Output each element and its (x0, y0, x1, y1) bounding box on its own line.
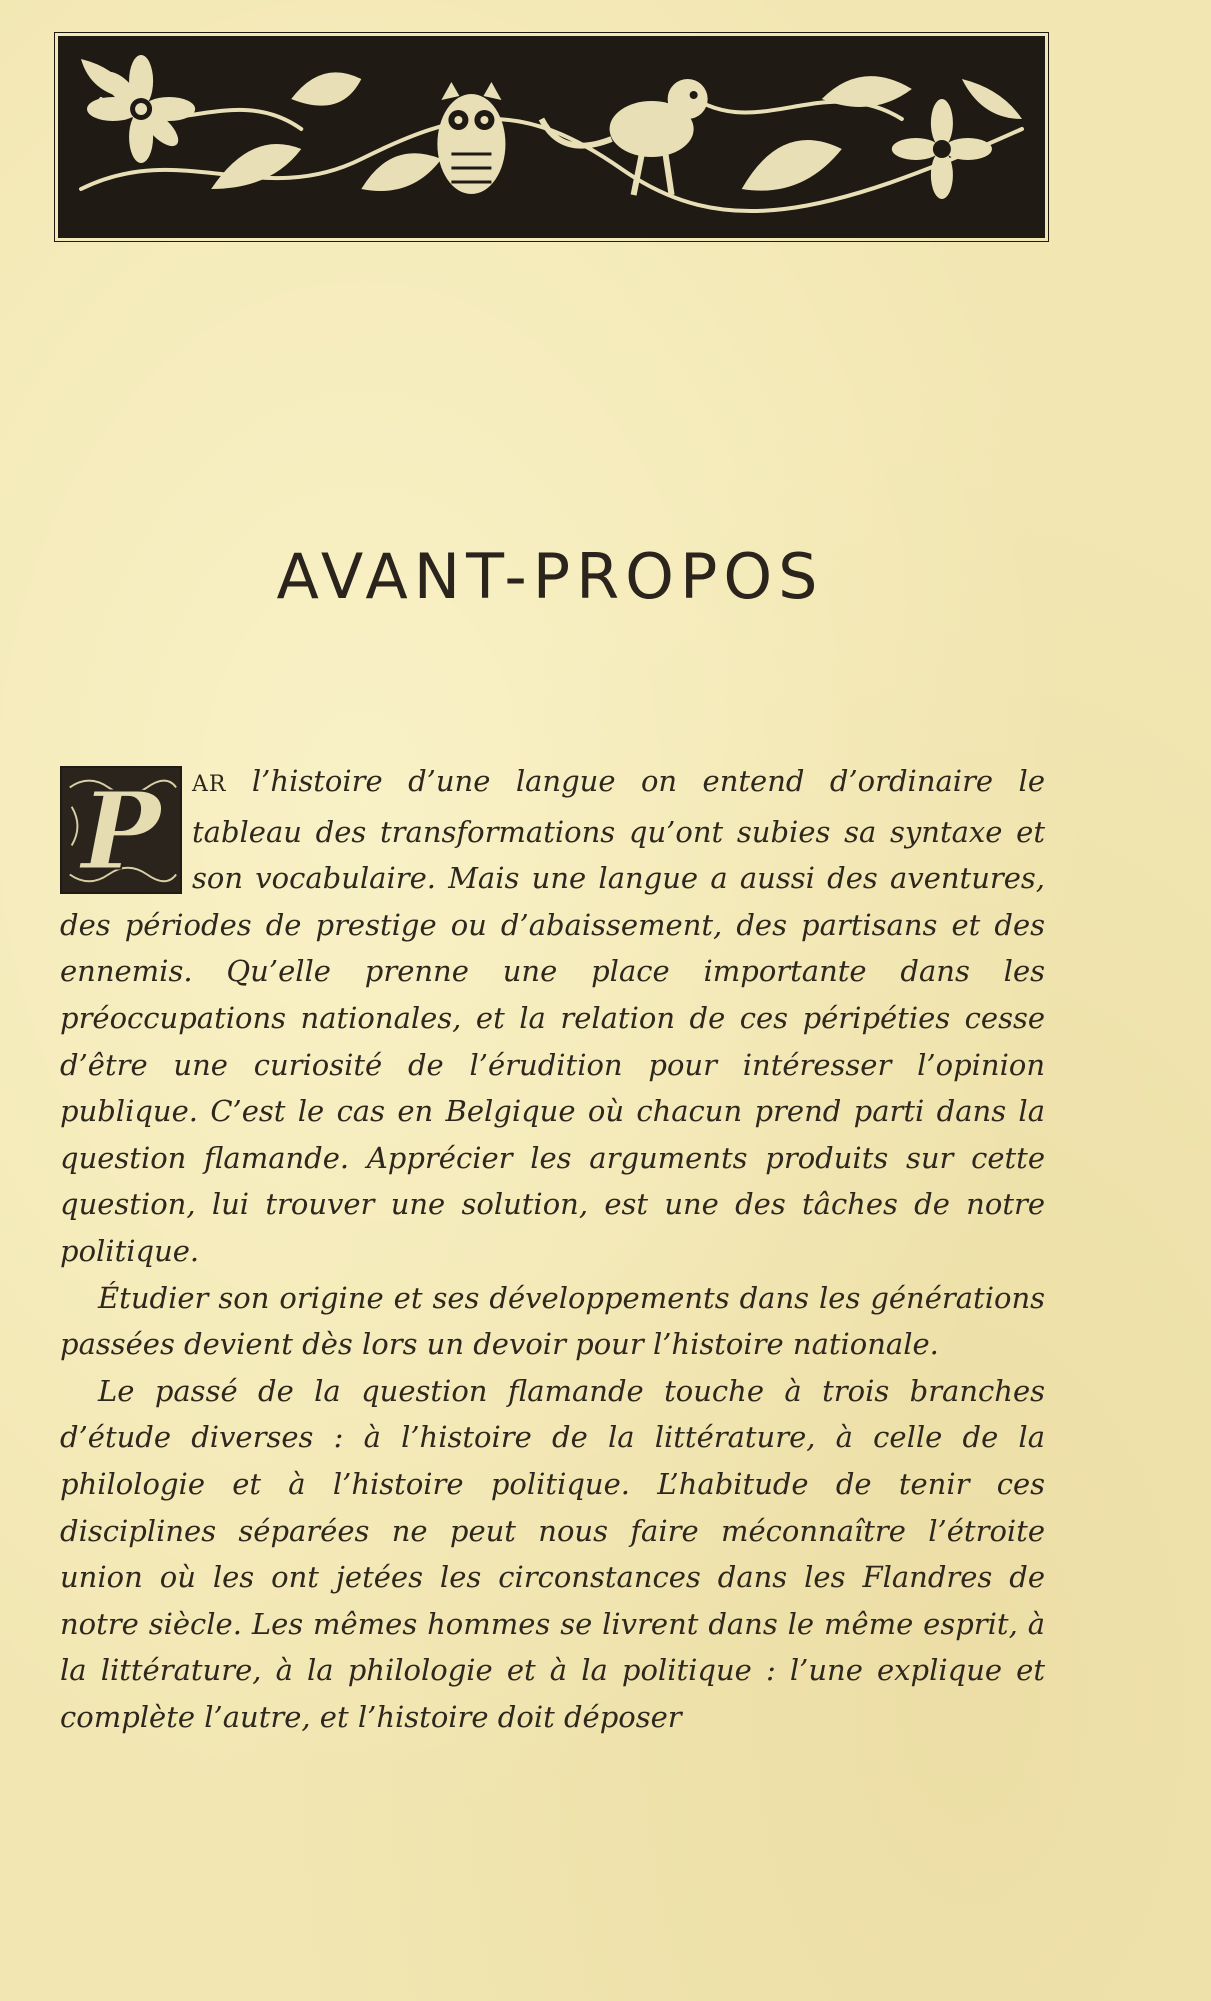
paragraph-2: Étudier son origine et ses développements dans les générations passées devient dès lors un devoir pour l’histoire nationale. (60, 1280, 1045, 1362)
paragraph-3: Le passé de la question flamande touche à trois branches d’étude diverses : à l’histoire de la littérature, à celle de la philologie et à l’histoire politique. L’habitude de tenir ces disciplines séparées ne peut nous faire méconnaître l’étroite union où les ont jetées les circonstances dans les Flandres de notre siècle. Les mêmes hommes se livrent dans le même esprit, à la littérature, à la philologie et à la politique : l’une explique et complète l’autre, et l’histoire doit déposer (60, 1373, 1045, 1734)
ornamental-headpiece (58, 36, 1045, 238)
ornate-letter-p-icon (62, 768, 180, 892)
drop-cap-letter: P (81, 769, 161, 892)
drop-cap-continuation: AR (192, 772, 227, 797)
drop-cap-initial (60, 766, 182, 894)
floral-vignette-icon (61, 39, 1042, 235)
body-text (60, 758, 1045, 1740)
paragraph-1 (60, 758, 1045, 1275)
page-title: AVANT-PROPOS (276, 540, 824, 613)
paragraph-1-text: l’histoire d’une langue on entend d’ordinaire le tableau des transformations qu’ont subies sa syntaxe et son vocabulaire. Mais une langue a aussi des aventures, des périodes de prestige ou d’abaissement, des partisans et des ennemis. Qu’elle prenne une place importante dans les préoccupations nationales, et la relation de ces péripéties cesse d’être une curiosité de l’érudition pour intéresser l’opinion publique. C’est le cas en Belgique où chacun prend parti dans la question flamande. Apprécier les arguments produits sur cette question, lui trouver une solution, est une des tâches de notre politique. (60, 764, 1045, 1268)
